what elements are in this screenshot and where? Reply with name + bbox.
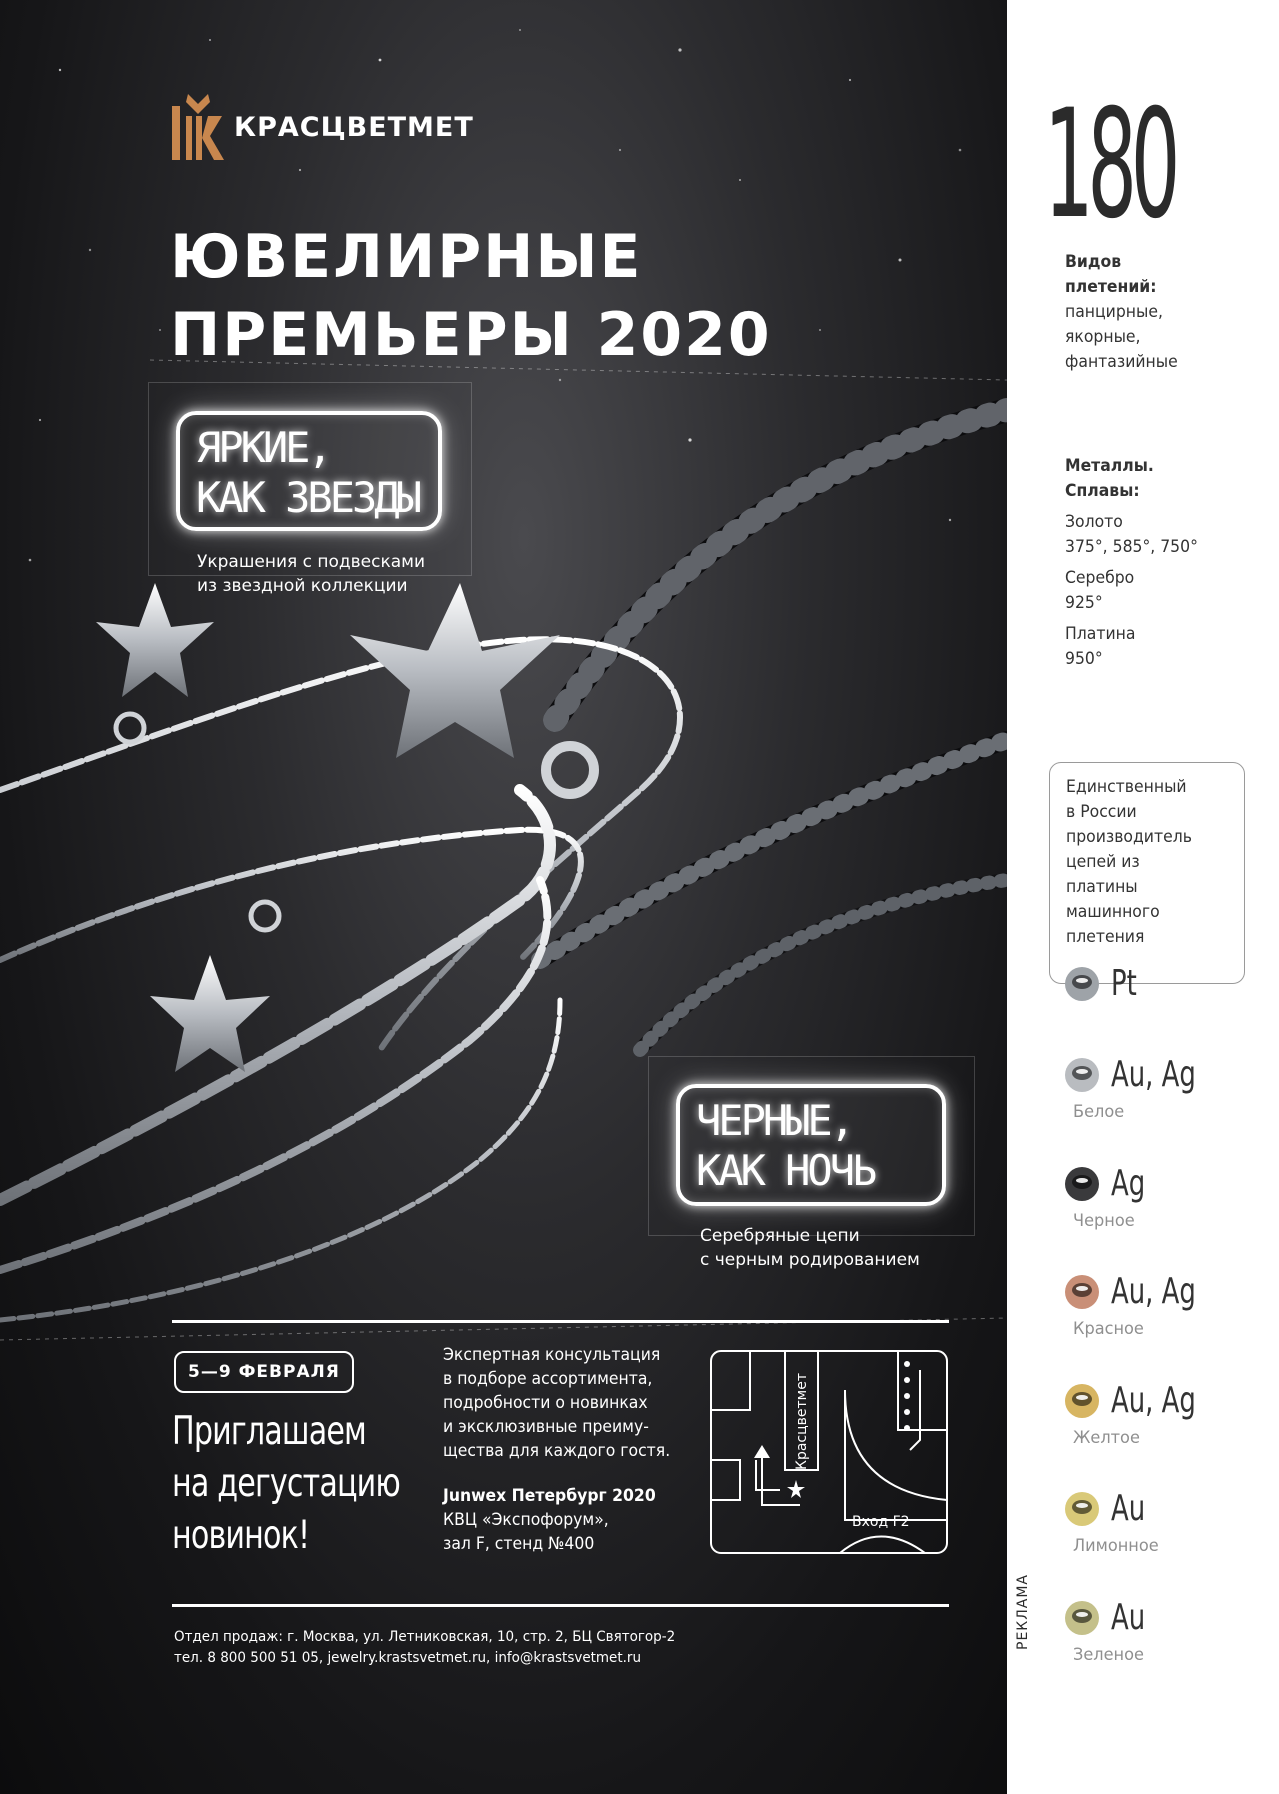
divider-top	[172, 1320, 949, 1323]
brand-name: КРАСЦВЕТМЕТ	[234, 112, 474, 143]
weave-item: якорные,	[1065, 327, 1141, 347]
platinum-note-line: плетения	[1066, 927, 1145, 947]
invitation-line-1: Приглашаем	[172, 1409, 366, 1454]
metal-ball-icon	[1065, 1167, 1099, 1201]
metal-symbol: Au, Ag	[1111, 1380, 1196, 1421]
alloys-title-1: Металлы.	[1065, 456, 1154, 476]
contacts-address: Отдел продаж: г. Москва, ул. Летниковская, 10, стр. 2, БЦ Святогор-2	[174, 1629, 676, 1645]
metal-ball-icon	[1065, 1384, 1099, 1418]
weave-item: фантазийные	[1065, 352, 1178, 372]
event-description	[443, 1343, 670, 1463]
ad-label: РЕКЛАМА	[1015, 1574, 1031, 1650]
weave-item: панцирные,	[1065, 302, 1163, 322]
neon-stars-line-1: ЯРКИЕ,	[196, 423, 330, 472]
brand-logo	[172, 92, 492, 162]
caption-stars-line-1: Украшения с подвесками	[197, 552, 426, 572]
description-line-1: Экспертная консультация	[443, 1345, 661, 1365]
alloy-platinum-name: Платина	[1065, 624, 1136, 644]
caption-stars-line-2: из звездной коллекции	[197, 576, 408, 596]
metal-name: Лимонное	[1073, 1536, 1159, 1556]
platinum-note-line: Единственный	[1066, 777, 1187, 797]
metal-symbol: Pt	[1111, 963, 1137, 1004]
platinum-note	[1066, 775, 1192, 950]
alloys-block	[1065, 454, 1198, 672]
event-venue	[443, 1484, 656, 1556]
weaves-count: 180	[1044, 78, 1175, 252]
metal-symbol: Ag	[1111, 1163, 1146, 1204]
alloy-silver-name: Серебро	[1065, 568, 1135, 588]
neon-stars-line-2: КАК ЗВЕЗДЫ	[196, 473, 419, 522]
platinum-note-line: производитель	[1066, 827, 1192, 847]
platinum-note-box	[1049, 762, 1245, 984]
headline	[170, 218, 772, 374]
contacts-phone-web: тел. 8 800 500 51 05, jewelry.krastsvetmet.ru, info@krastsvetmet.ru	[174, 1650, 642, 1666]
metal-ball-icon	[1065, 1601, 1099, 1635]
event-date-badge: 5—9 ФЕВРАЛЯ	[174, 1351, 354, 1393]
caption-night	[700, 1224, 920, 1272]
description-line-3: подробности о новинках	[443, 1393, 648, 1413]
headline-line-2: ПРЕМЬЕРЫ 2020	[170, 300, 772, 370]
map-entrance-label: Вход F2	[852, 1514, 910, 1530]
map-booth-label: Красцветмет	[794, 1373, 810, 1470]
metal-ball-icon	[1065, 967, 1099, 1001]
weaves-title-2: плетений:	[1065, 277, 1157, 297]
invitation-line-2: на дегустацию	[172, 1461, 400, 1506]
platinum-note-line: цепей из	[1066, 852, 1140, 872]
divider-bottom	[172, 1604, 949, 1607]
description-line-4: и эксклюзивные преиму-	[443, 1417, 649, 1437]
invitation-line-3: новинок!	[172, 1513, 310, 1558]
metal-symbol: Au	[1111, 1488, 1146, 1529]
venue-line-1: КВЦ «Экспофорум»,	[443, 1510, 609, 1530]
neon-sign-night	[676, 1084, 946, 1206]
venue-title: Junwex Петербург 2020	[443, 1486, 656, 1506]
metal-name: Желтое	[1073, 1428, 1140, 1448]
metal-name: Зеленое	[1073, 1645, 1144, 1665]
metal-symbol: Au	[1111, 1597, 1146, 1638]
platinum-note-line: машинного	[1066, 902, 1160, 922]
invitation-heading	[172, 1406, 400, 1562]
description-line-5: щества для каждого гостя.	[443, 1441, 671, 1461]
metal-name: Белое	[1073, 1102, 1125, 1122]
metal-name: Красное	[1073, 1319, 1144, 1339]
metal-ball-icon	[1065, 1275, 1099, 1309]
weaves-block	[1065, 250, 1178, 375]
venue-line-2: зал F, стенд №400	[443, 1534, 595, 1554]
venue-map	[710, 1350, 948, 1554]
platinum-note-line: в России	[1066, 802, 1137, 822]
neon-sign-stars	[176, 411, 442, 531]
metal-ball-icon	[1065, 1492, 1099, 1526]
neon-night-line-1: ЧЕРНЫЕ,	[696, 1096, 853, 1145]
alloy-silver-value: 925°	[1065, 593, 1103, 613]
alloy-gold-name: Золото	[1065, 512, 1123, 532]
contacts	[174, 1627, 675, 1669]
metal-ball-icon	[1065, 1058, 1099, 1092]
platinum-note-line: платины	[1066, 877, 1138, 897]
neon-night-line-2: КАК НОЧЬ	[696, 1146, 875, 1195]
alloy-platinum-value: 950°	[1065, 649, 1103, 669]
brand-mark-icon	[172, 92, 226, 162]
caption-night-line-1: Серебряные цепи	[700, 1226, 860, 1246]
alloy-gold-value: 375°, 585°, 750°	[1065, 537, 1198, 557]
description-line-2: в подборе ассортимента,	[443, 1369, 653, 1389]
caption-night-line-2: с черным родированием	[700, 1250, 920, 1270]
metal-name: Черное	[1073, 1211, 1135, 1231]
sidebar	[1007, 0, 1279, 1794]
alloys-title-2: Сплавы:	[1065, 481, 1140, 501]
metal-symbol: Au, Ag	[1111, 1271, 1196, 1312]
headline-line-1: ЮВЕЛИРНЫЕ	[170, 222, 643, 292]
weaves-title-1: Видов	[1065, 252, 1122, 272]
metal-symbol: Au, Ag	[1111, 1054, 1196, 1095]
caption-stars	[197, 550, 425, 598]
